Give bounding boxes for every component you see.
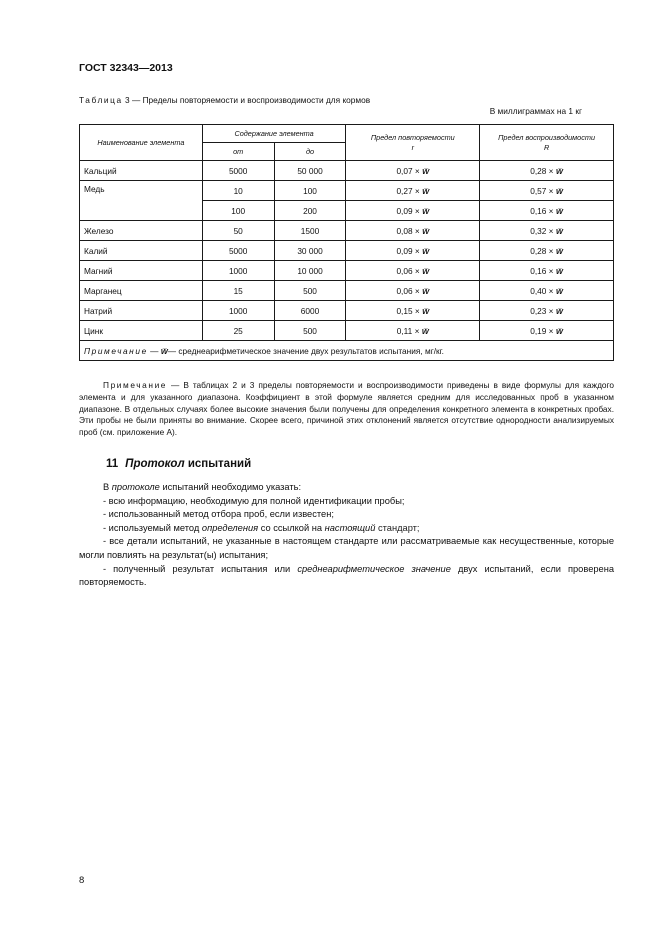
item3-text-b: со ссылкой на [260,522,323,533]
page-number: 8 [79,875,85,886]
header-content: Содержание элемента [202,125,346,143]
mean-symbol: W̅ [422,226,430,236]
table-caption-label: Таблица [79,95,123,105]
note-paragraph-body [79,380,614,439]
mean-symbol: W̅ [555,246,563,256]
header-from: от [202,143,274,161]
cell-repeatability [346,281,480,301]
cell-r-value: 0,09 × [396,245,420,256]
list-item: - все детали испытаний, не указанные в настоящем стандарте или рассматриваемые как несущественные, которые могли повлиять на результат(ы) испытания; [79,536,614,560]
cell-from: 1000 [202,301,274,321]
table-caption [79,95,370,105]
cell-reproducibility [480,301,614,321]
mean-symbol: W̅ [422,166,430,176]
cell-r-value: 0,15 × [396,305,420,316]
item3-text-c: стандарт; [378,522,420,533]
mean-symbol: W̅ [422,286,430,296]
cell-r-value: 0,27 × [396,185,420,196]
table-note-row [80,341,614,361]
section-title-rest: испытаний [187,458,252,470]
note-paragraph-label: Примечание [103,380,168,390]
mean-symbol: W̅ [555,226,563,236]
table-caption-text: 3 — Пределы повторяемости и воспроизводимости для кормов [125,95,371,105]
cell-R-value: 0,16 × [530,265,554,276]
cell-reproducibility [480,241,614,261]
mean-symbol: W̅ [422,206,430,216]
header-repeatability-label: Предел повторяемости [370,132,455,142]
cell-repeatability [346,201,480,221]
header-reproducibility [480,125,614,161]
header-reproducibility-symbol: R [543,142,550,152]
intro-text-b: испытаний необходимо указать: [162,482,302,492]
cell-R-value: 0,19 × [530,325,554,336]
cell-reproducibility [480,281,614,301]
intro-text-a: В [103,482,110,492]
mean-symbol: W̅ [422,246,430,256]
header-repeatability [346,125,480,161]
cell-element: Натрий [80,301,203,321]
cell-repeatability [346,241,480,261]
cell-repeatability [346,221,480,241]
table-note-dash: — [150,345,159,356]
mean-symbol: W̅ [422,266,430,276]
limits-table [79,124,614,361]
cell-R-value: 0,23 × [530,305,554,316]
cell-to: 10 000 [274,261,346,281]
cell-reproducibility [480,221,614,241]
cell-from: 1000 [202,261,274,281]
item5-italic: среднеарифметическое значение [297,563,451,574]
cell-element: Кальций [80,161,203,181]
table-header-row [80,125,614,143]
cell-from: 25 [202,321,274,341]
mean-symbol: W̅ [555,306,563,316]
header-to: до [274,143,346,161]
cell-repeatability [346,321,480,341]
mean-symbol: W̅ [555,206,563,216]
cell-from: 5000 [202,241,274,261]
cell-r-value: 0,09 × [396,205,420,216]
cell-R-value: 0,28 × [530,245,554,256]
table-row [80,281,614,301]
cell-R-value: 0,32 × [530,225,554,236]
section-title-italic: Протокол [125,458,185,470]
cell-reproducibility [480,161,614,181]
cell-R-value: 0,28 × [530,165,554,176]
section-number: 11 [106,458,119,470]
table-row [80,181,614,201]
section-heading [106,458,251,470]
cell-element: Магний [80,261,203,281]
header-element-name: Наименование элемента [80,125,203,161]
table-note-text: — среднеарифметическое значение двух результатов испытания, мг/кг. [167,345,444,356]
cell-element: Марганец [80,281,203,301]
protocol-section-body [79,481,614,590]
table-units: В миллиграммах на 1 кг [489,106,582,116]
item3-text-a: - используемый метод [103,522,200,533]
header-repeatability-symbol: r [411,142,415,152]
cell-repeatability [346,301,480,321]
document-code: ГОСТ 32343—2013 [79,62,173,74]
cell-R-value: 0,40 × [530,285,554,296]
cell-element: Медь [80,181,203,221]
cell-reproducibility [480,181,614,201]
cell-to: 500 [274,321,346,341]
protocol-intro [79,481,614,495]
cell-reproducibility [480,261,614,281]
item3-italic-1: определения [201,522,259,533]
table-row [80,261,614,281]
table-row [80,321,614,341]
cell-from: 15 [202,281,274,301]
note-paragraph [79,380,614,439]
cell-to: 100 [274,181,346,201]
cell-r-value: 0,06 × [396,265,420,276]
mean-symbol: W̅ [555,326,563,336]
cell-repeatability [346,181,480,201]
cell-r-value: 0,07 × [396,165,420,176]
cell-to: 30 000 [274,241,346,261]
cell-repeatability [346,161,480,181]
list-item [79,563,614,590]
cell-to: 50 000 [274,161,346,181]
cell-r-value: 0,08 × [396,225,420,236]
table-note [80,341,614,361]
item5-text-b: двух испытаний, если проверена повторяемость. [79,563,615,588]
cell-reproducibility [480,321,614,341]
list-item: - использованный метод отбора проб, если известен; [103,509,334,520]
table-note-label: Примечание [84,345,148,356]
cell-from: 5000 [202,161,274,181]
cell-to: 1500 [274,221,346,241]
mean-symbol: W̅ [555,186,563,196]
cell-to: 200 [274,201,346,221]
list-item [79,522,614,536]
item3-italic-2: настоящий [324,522,376,533]
mean-symbol: W̅ [421,326,429,336]
cell-from: 10 [202,181,274,201]
cell-R-value: 0,16 × [530,205,554,216]
table-row [80,301,614,321]
cell-element: Калий [80,241,203,261]
cell-from: 100 [202,201,274,221]
cell-reproducibility [480,201,614,221]
mean-symbol: W̅ [555,166,563,176]
cell-repeatability [346,261,480,281]
mean-symbol: W̅ [422,306,430,316]
intro-italic: протоколе [111,482,160,492]
cell-from: 50 [202,221,274,241]
table-row [80,221,614,241]
mean-symbol: W̅ [160,346,168,356]
cell-r-value: 0,11 × [396,325,420,336]
mean-symbol: W̅ [555,286,563,296]
cell-element: Цинк [80,321,203,341]
mean-symbol: W̅ [422,186,430,196]
cell-to: 500 [274,281,346,301]
mean-symbol: W̅ [555,266,563,276]
cell-to: 6000 [274,301,346,321]
note-paragraph-text: — В таблицах 2 и 3 пределы повторяемости и воспроизводимости приведены в виде формулы для каждого элемента и для указанного диапазона. Коэффициент в этой формуле является средним для исследованных проб в указанном диапазоне. В отдельных случаях более высокие значения были получены для определения конкретного элемента в конкретных пробах. Эти пробы не были приняты во внимание. Скорее всего, причиной этих отклонений является отсутствие однородности анализируемых проб (см. приложение А). [79,380,615,438]
cell-r-value: 0,06 × [396,285,420,296]
list-item: - всю информацию, необходимую для полной идентификации пробы; [103,495,405,506]
cell-R-value: 0,57 × [530,185,554,196]
table-row [80,161,614,181]
item5-text-a: - полученный результат испытания или [103,563,291,574]
cell-element: Железо [80,221,203,241]
table-row [80,241,614,261]
header-reproducibility-label: Предел воспроизводимости [498,132,596,142]
